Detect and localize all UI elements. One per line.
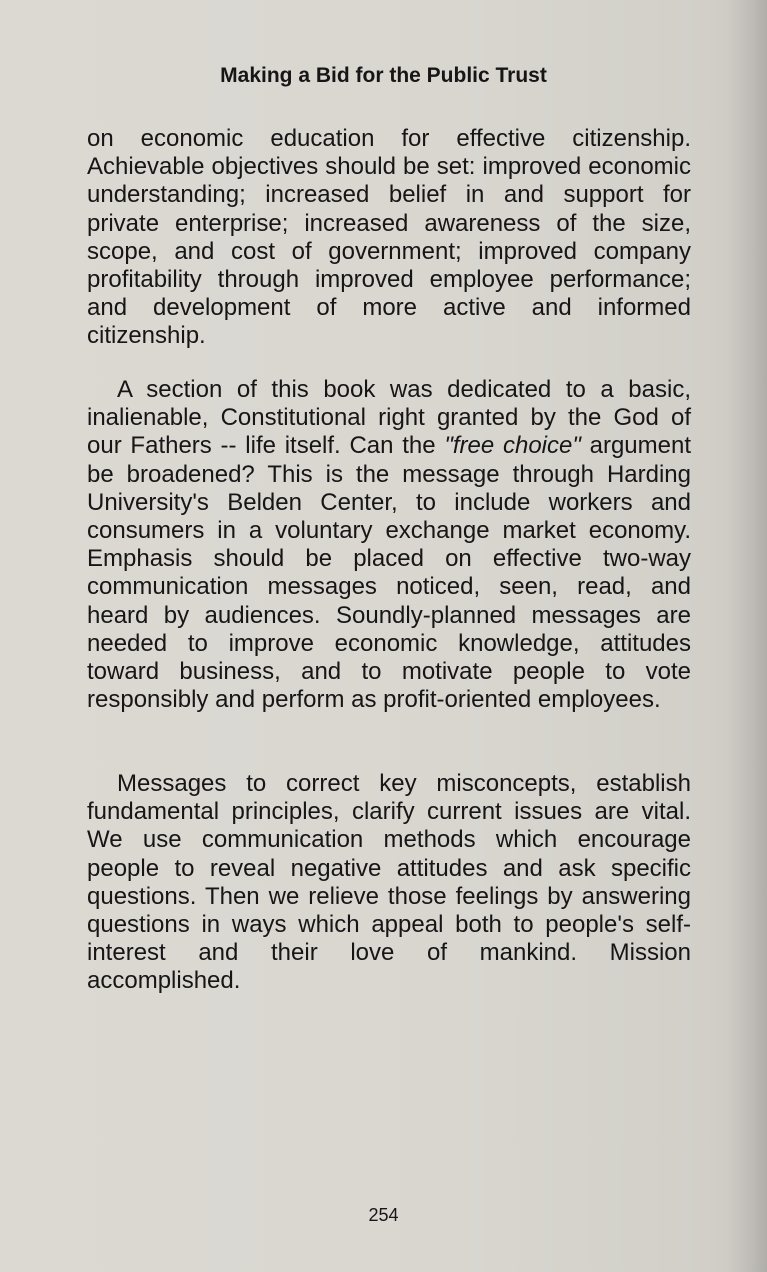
paragraph-2-emphasis: "free choice": [444, 432, 581, 460]
paragraph-1: [87, 125, 691, 351]
paragraph-3-text: Messages to correct key misconcepts, establish fundamental principles, clarify current issues are vital. We use communication methods which encourage people to reveal negative attitudes and ask specific questions. Then we relieve those feelings by answering questions in ways which appeal both to people's self-interest and their love of mankind. Mission accomplished.: [87, 770, 691, 995]
paragraph-1-text: on economic education for effective citizenship. Achievable objectives should be set: improved economic understanding; increased belief in and support for private enterprise; increased awareness of the size, scope, and cost of government; improved company profitability through improved employee performance; and development of more active and informed citizenship.: [87, 125, 691, 350]
paragraph-2: [87, 376, 691, 714]
running-head: Making a Bid for the Public Trust: [220, 64, 547, 87]
paragraph-3: [87, 770, 691, 996]
page-edge-shadow: [727, 0, 767, 1272]
paragraph-2-text: [87, 376, 691, 714]
paragraph-2-part-2: argument be broadened? This is the message through Harding University's Belden Center, to include workers and consumers in a voluntary exchange market economy. Emphasis should be placed on effective two-way communication messages noticed, seen, read, and heard by audiences. Soundly-planned messages are needed to improve economic knowledge, attitudes toward business, and to motivate people to vote responsibly and perform as profit-oriented employees.: [87, 432, 691, 714]
paragraph-2-part-1: A section of this book was dedicated to a basic, inalienable, Constitutional right granted by the God of our Fathers -- life itself. Can the: [87, 376, 691, 460]
page-number: 254: [368, 1205, 399, 1225]
